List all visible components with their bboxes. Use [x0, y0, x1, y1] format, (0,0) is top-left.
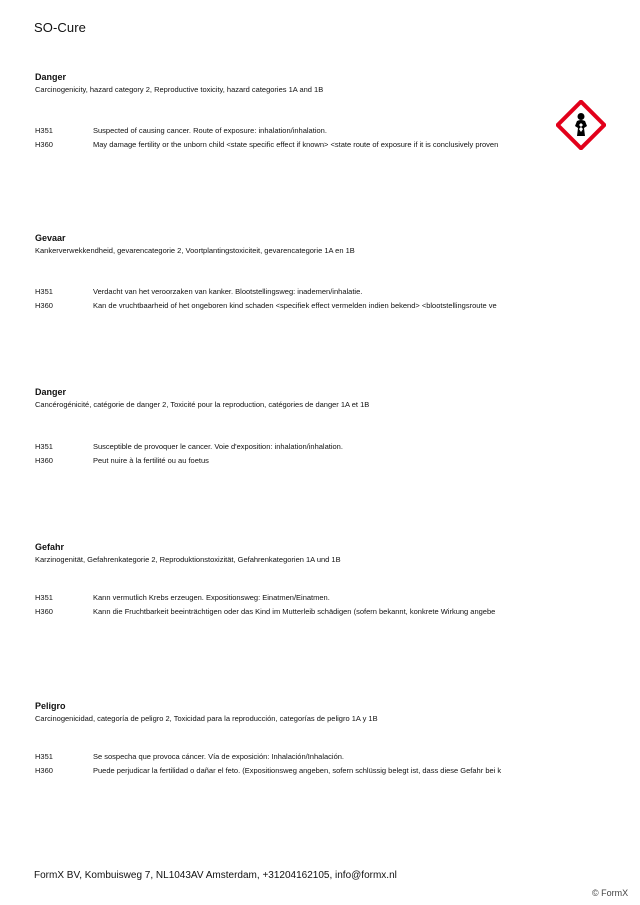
- hazard-section-nl: [35, 233, 555, 310]
- hazard-statement-row: [35, 140, 545, 154]
- hazard-statement-row: [35, 301, 545, 315]
- hazard-section-es: [35, 701, 555, 775]
- hazard-code: H360: [35, 140, 53, 149]
- hazard-text: May damage fertility or the unborn child <state specific effect if known> <state route of exposure if it is conclusively proven: [93, 140, 499, 149]
- hazard-text: Peut nuire à la fertilité ou au foetus: [93, 456, 209, 465]
- hazard-classification: Kankerverwekkendheid, gevarencategorie 2, Voortplantingstoxiciteit, gevarencategorie 1A en 1B: [35, 246, 355, 255]
- hazard-text: Puede perjudicar la fertilidad o dañar el feto. (Expositionsweg angeben, sofern schlüssig belegt ist, dass diese Gefahr bei k: [93, 766, 502, 775]
- hazard-statement-row: [35, 607, 545, 621]
- hazard-statements: [35, 126, 545, 154]
- signal-word: Gevaar: [35, 233, 66, 243]
- signal-word: Gefahr: [35, 542, 65, 552]
- hazard-classification: Carcinogenicity, hazard category 2, Reproductive toxicity, hazard categories 1A and 1B: [35, 85, 324, 94]
- hazard-code: H351: [35, 442, 53, 451]
- hazard-statement-row: [35, 593, 545, 607]
- signal-word: Peligro: [35, 701, 66, 711]
- hazard-text: Suspected of causing cancer. Route of exposure: inhalation/inhalation.: [93, 126, 327, 135]
- hazard-section-fr: [35, 387, 555, 465]
- hazard-classification: Karzinogenität, Gefahrenkategorie 2, Reproduktionstoxizität, Gefahrenkategorien 1A und 1B: [35, 555, 341, 564]
- hazard-code: H360: [35, 607, 53, 616]
- hazard-code: H360: [35, 456, 53, 465]
- hazard-section-en: [35, 72, 555, 149]
- hazard-statement-row: [35, 287, 545, 301]
- hazard-statement-row: [35, 766, 545, 780]
- hazard-statements: [35, 442, 545, 470]
- signal-word: Danger: [35, 72, 67, 82]
- hazard-text: Kan de vruchtbaarheid of het ongeboren kind schaden <specifiek effect vermelden indien bekend> <blootstellingsroute ve: [93, 301, 497, 310]
- hazard-section-de: [35, 542, 555, 616]
- hazard-text: Kann die Fruchtbarkeit beeinträchtigen oder das Kind im Mutterleib schädigen (sofern bekannt, konkrete Wirkung angebe: [93, 607, 496, 616]
- hazard-classification: Carcinogenicidad, categoría de peligro 2, Toxicidad para la reproducción, categorías de peligro 1A y 1B: [35, 714, 378, 723]
- ghs08-health-hazard-icon: [556, 100, 606, 150]
- hazard-code: H360: [35, 766, 53, 775]
- hazard-statement-row: [35, 442, 545, 456]
- hazard-code: H351: [35, 126, 53, 135]
- hazard-text: Se sospecha que provoca cáncer. Vía de exposición: Inhalación/Inhalación.: [93, 752, 345, 761]
- hazard-statements: [35, 287, 545, 315]
- copyright-notice: © FormX: [592, 888, 629, 898]
- hazard-code: H351: [35, 593, 53, 602]
- hazard-statement-row: [35, 456, 545, 470]
- hazard-text: Kann vermutlich Krebs erzeugen. Expositionsweg: Einatmen/Einatmen.: [93, 593, 330, 602]
- hazard-statements: [35, 593, 545, 621]
- hazard-code: H351: [35, 287, 53, 296]
- hazard-text: Susceptible de provoquer le cancer. Voie d'exposition: inhalation/inhalation.: [93, 442, 343, 451]
- document-title: SO-Cure: [34, 20, 86, 35]
- signal-word: Danger: [35, 387, 67, 397]
- hazard-statement-row: [35, 752, 545, 766]
- hazard-text: Verdacht van het veroorzaken van kanker. Blootstellingsweg: inademen/inhalatie.: [93, 287, 363, 296]
- footer-address: FormX BV, Kombuisweg 7, NL1043AV Amsterdam, +31204162105, info@formx.nl: [34, 870, 397, 881]
- hazard-code: H360: [35, 301, 53, 310]
- hazard-code: H351: [35, 752, 53, 761]
- hazard-classification: Cancérogénicité, catégorie de danger 2, Toxicité pour la reproduction, catégories de danger 1A et 1B: [35, 400, 370, 409]
- hazard-statements: [35, 752, 545, 780]
- hazard-statement-row: [35, 126, 545, 140]
